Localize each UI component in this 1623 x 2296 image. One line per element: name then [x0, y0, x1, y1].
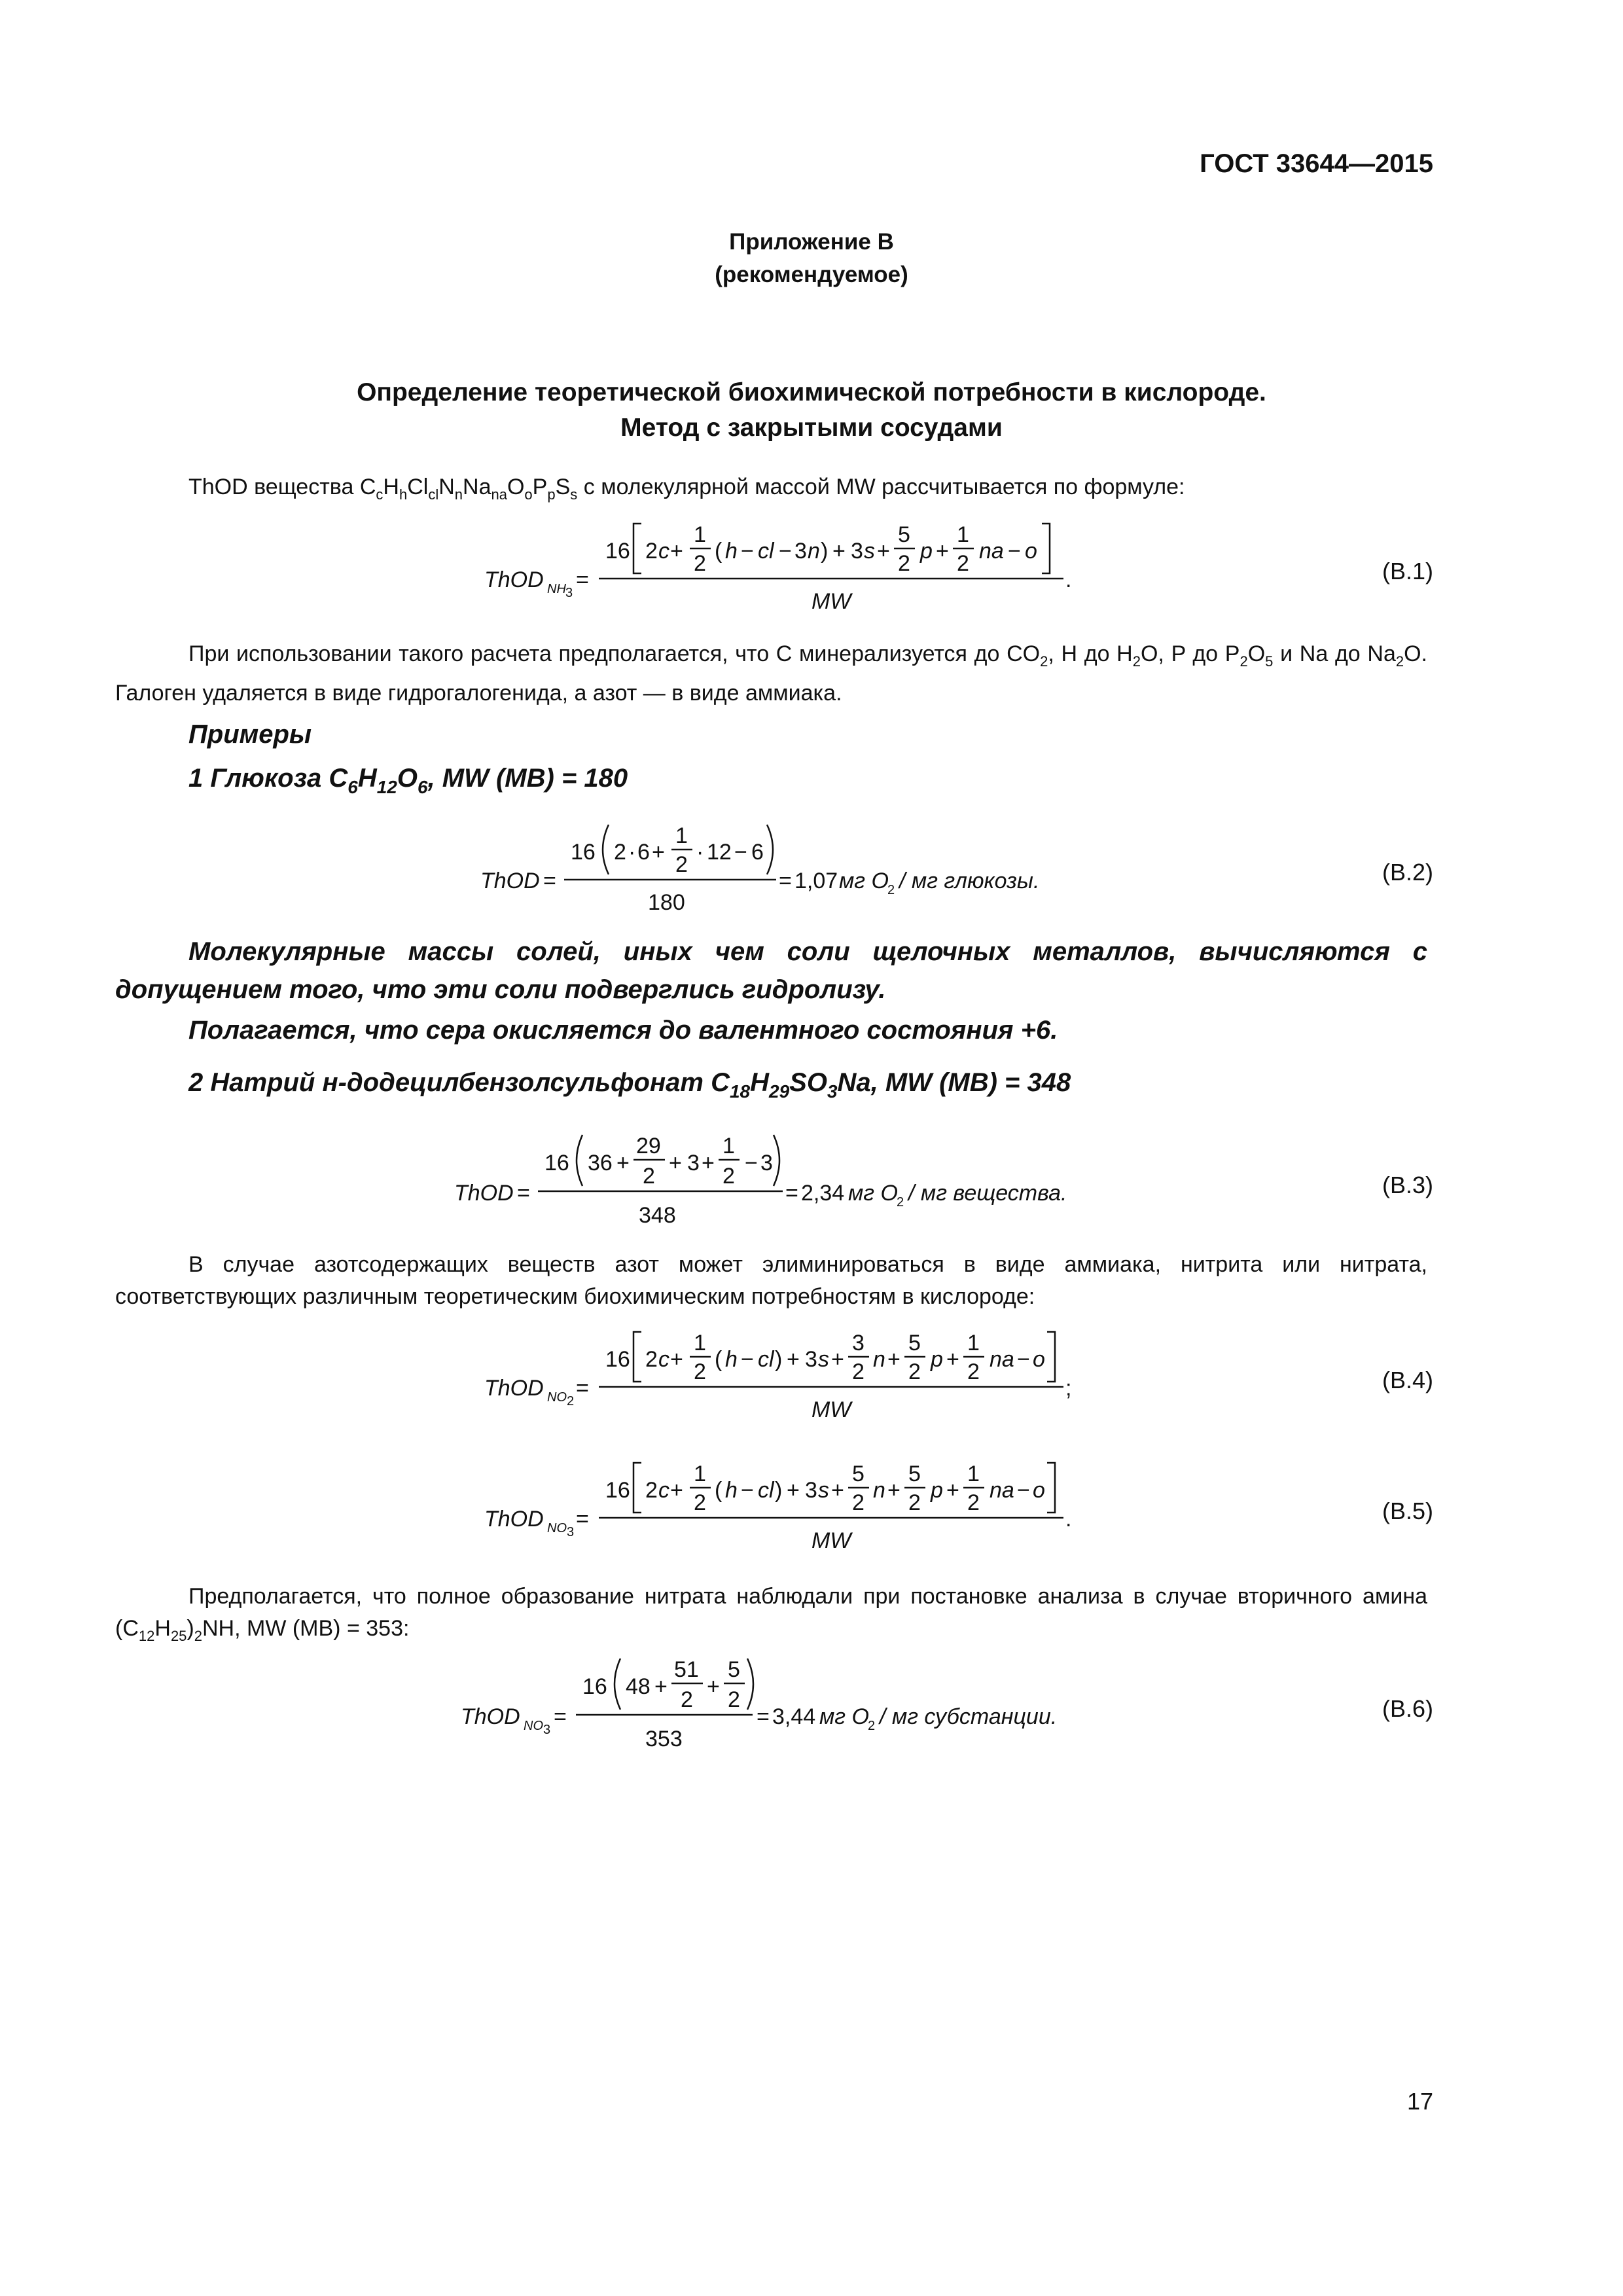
example-1-title: 1 Глюкоза $C_6H_{12}O_6$, MW (МВ) = 180 — [188, 764, 628, 797]
page-number: 17 — [1406, 2088, 1433, 2115]
svg-text:2: 2 — [852, 1359, 865, 1384]
svg-text:2: 2 — [694, 1359, 706, 1384]
svg-text:16: 16 — [605, 1478, 630, 1503]
general-formula: $C_cH_hCl_{cl}N_nNa_{na}O_oP_pS_s$ — [359, 475, 578, 503]
svg-text:c: c — [658, 539, 669, 564]
svg-text:+: + — [946, 1478, 959, 1503]
svg-text:353: 353 — [645, 1727, 683, 1751]
svg-text:3: 3 — [805, 1478, 817, 1503]
svg-text:2: 2 — [868, 1719, 876, 1733]
svg-text:5: 5 — [908, 1331, 921, 1355]
svg-text:2: 2 — [567, 1394, 575, 1408]
salts-note: Молекулярные массы солей, иных чем соли щелочных металлов, вычисляются с допущением того, что эти соли подверглись гидролизу. — [115, 937, 1427, 1004]
nitrogen-paragraph: В случае азотсодержащих веществ азот может элиминироваться в виде аммиака, нитрита или нитрата, соответствующих различным теоретическим биохимическим потребностям в кислороде: — [115, 1252, 1427, 1309]
svg-text:ThOD: ThOD — [480, 869, 540, 893]
svg-text:ThOD: ThOD — [484, 1376, 544, 1401]
svg-text:мг O: мг O — [848, 1181, 898, 1206]
svg-text:16: 16 — [544, 1151, 569, 1175]
svg-text:+: + — [670, 1347, 683, 1372]
svg-text:12: 12 — [707, 840, 732, 865]
svg-text:−: − — [1008, 539, 1021, 564]
svg-text:5: 5 — [728, 1657, 740, 1682]
equation-number-b4: (В.4) — [1382, 1367, 1433, 1393]
intro-paragraph: ThOD вещества $C_cH_hCl_{cl}N_nNa_{na}O_oP_pS_s$ с молекулярной массой MW рассчитывается по формуле: — [188, 475, 1185, 503]
svg-text:cl: cl — [758, 1478, 774, 1503]
svg-text:мг O: мг O — [839, 869, 889, 893]
svg-text:3: 3 — [567, 1525, 575, 1539]
svg-text:s: s — [818, 1478, 829, 1503]
section-title-line1: Определение теоретической биохимической потребности в кислороде. — [357, 378, 1266, 406]
examples-heading: Примеры — [188, 720, 312, 749]
svg-text:+: + — [670, 1478, 683, 1503]
svg-text:3,44: 3,44 — [772, 1704, 816, 1729]
svg-text:−: − — [779, 539, 792, 564]
svg-text:2: 2 — [957, 551, 969, 576]
svg-text:1: 1 — [967, 1462, 980, 1486]
svg-text:16: 16 — [605, 539, 630, 564]
svg-text:+: + — [887, 1478, 901, 1503]
svg-text:n: n — [873, 1478, 885, 1503]
svg-text:+: + — [787, 1347, 800, 1372]
svg-text:·: · — [696, 840, 704, 865]
equation-b3 — [445, 1119, 1113, 1230]
nitrate-paragraph: Предполагается, что полное образование нитрата наблюдали при постановке анализа в случае вторичного амина $(C_{12}H_{25})_2NH$, MW (МВ) = 353: — [115, 1584, 1427, 1644]
svg-text:h: h — [725, 1478, 738, 1503]
equation-b2 — [471, 812, 1113, 916]
svg-text:.: . — [1065, 1507, 1072, 1532]
svg-text:ThOD: ThOD — [484, 567, 544, 592]
svg-text:2: 2 — [645, 1347, 658, 1372]
section-title-line2: Метод с закрытыми сосудами — [620, 414, 1003, 442]
svg-text:cl: cl — [758, 539, 774, 564]
svg-text:s: s — [864, 539, 875, 564]
svg-text:2: 2 — [681, 1687, 693, 1712]
svg-text:29: 29 — [636, 1134, 661, 1158]
svg-text:51: 51 — [674, 1657, 699, 1682]
svg-text:3: 3 — [852, 1331, 865, 1355]
svg-text:48: 48 — [626, 1674, 651, 1699]
svg-text:(: ( — [715, 1347, 722, 1372]
svg-text:+: + — [831, 1478, 844, 1503]
svg-text:/ мг вещества.: / мг вещества. — [908, 1181, 1067, 1206]
svg-text:+: + — [887, 1347, 901, 1372]
svg-text:+: + — [877, 539, 890, 564]
svg-text:NO: NO — [547, 1521, 567, 1535]
svg-text:2: 2 — [675, 852, 688, 877]
svg-text:3: 3 — [805, 1347, 817, 1372]
assumption-paragraph: При использовании такого расчета предполагается, что C минерализуется до $CO_2$, H до $H_2O$, P до $P_2O_5$ и Na до $Na_2O$. Галоген удаляется в виде гидрогалогенида, а азот — в виде аммиака. — [115, 641, 1428, 706]
appendix-title: Приложение В — [729, 229, 894, 255]
svg-text:p: p — [920, 539, 933, 564]
svg-text:2: 2 — [694, 551, 706, 576]
svg-text:мг O: мг O — [819, 1704, 869, 1729]
svg-text:(: ( — [715, 1478, 722, 1503]
svg-text:+: + — [652, 840, 665, 865]
svg-text:=: = — [517, 1181, 530, 1206]
svg-text:2: 2 — [645, 539, 658, 564]
svg-text:n: n — [808, 539, 820, 564]
svg-text:2: 2 — [897, 1195, 904, 1210]
svg-text:1: 1 — [722, 1134, 735, 1158]
equation-number-b6: (В.6) — [1382, 1695, 1433, 1722]
equation-b5 — [471, 1450, 1080, 1561]
example-2-title: 2 Натрий н-додецилбензолсульфонат $C_{18}H_{29}SO_3Na$, MW (МВ) = 348 — [188, 1068, 1071, 1102]
svg-text:): ) — [775, 1347, 783, 1372]
svg-text:2: 2 — [694, 1490, 706, 1515]
sulfur-note: Полагается, что сера окисляется до валентного состояния +6. — [188, 1016, 1058, 1045]
svg-text:2: 2 — [645, 1478, 658, 1503]
svg-text:=: = — [576, 567, 589, 592]
svg-text:+: + — [616, 1151, 630, 1175]
svg-text:=: = — [554, 1704, 567, 1729]
svg-text:2: 2 — [722, 1164, 735, 1189]
svg-text:·: · — [628, 840, 636, 865]
svg-text:+: + — [702, 1151, 715, 1175]
svg-text:=: = — [576, 1376, 589, 1401]
svg-text:5: 5 — [852, 1462, 865, 1486]
svg-text:na: na — [990, 1347, 1014, 1372]
svg-text:o: o — [1033, 1478, 1045, 1503]
svg-text:+: + — [936, 539, 949, 564]
svg-text:+: + — [669, 1151, 682, 1175]
document-code: ГОСТ 33644—2015 — [1200, 149, 1433, 178]
svg-text:o: o — [1033, 1347, 1045, 1372]
svg-text:(: ( — [715, 539, 722, 564]
svg-text:5: 5 — [908, 1462, 921, 1486]
equation-number-b5: (В.5) — [1382, 1498, 1433, 1524]
svg-text:NO: NO — [547, 1390, 567, 1405]
svg-text:36: 36 — [588, 1151, 613, 1175]
equation-number-b1: (В.1) — [1382, 558, 1433, 584]
svg-text:2: 2 — [614, 840, 626, 865]
svg-text:h: h — [725, 539, 738, 564]
svg-text:2,34: 2,34 — [801, 1181, 845, 1206]
svg-text:+: + — [670, 539, 683, 564]
svg-text:na: na — [990, 1478, 1014, 1503]
svg-text:−: − — [741, 1478, 754, 1503]
svg-text:+: + — [787, 1478, 800, 1503]
svg-text:p: p — [931, 1478, 943, 1503]
svg-text:): ) — [775, 1478, 783, 1503]
svg-text:16: 16 — [571, 840, 596, 865]
svg-text:3: 3 — [760, 1151, 773, 1175]
svg-text:MW: MW — [812, 1528, 851, 1553]
svg-text:p: p — [931, 1347, 943, 1372]
svg-text:1: 1 — [967, 1331, 980, 1355]
svg-text:2: 2 — [643, 1164, 655, 1189]
svg-text:ThOD: ThOD — [454, 1181, 514, 1206]
svg-text:1: 1 — [694, 522, 706, 547]
svg-text:=: = — [576, 1507, 589, 1532]
svg-text:.: . — [1065, 567, 1072, 592]
equation-b6 — [452, 1643, 1113, 1754]
equation-number-b2: (В.2) — [1382, 859, 1433, 886]
svg-text:2: 2 — [728, 1687, 740, 1712]
equation-number-b3: (В.3) — [1382, 1172, 1433, 1198]
svg-text:na: na — [979, 539, 1004, 564]
svg-text:1: 1 — [675, 823, 688, 848]
svg-text:−: − — [741, 1347, 754, 1372]
svg-text:/ мг глюкозы.: / мг глюкозы. — [899, 869, 1040, 893]
svg-text:h: h — [725, 1347, 738, 1372]
appendix-status: (рекомендуемое) — [715, 262, 908, 287]
svg-text:−: − — [741, 539, 754, 564]
svg-text:=: = — [785, 1181, 798, 1206]
svg-text:3: 3 — [687, 1151, 700, 1175]
svg-text:1: 1 — [957, 522, 969, 547]
svg-text:5: 5 — [898, 522, 910, 547]
svg-text:1,07: 1,07 — [794, 869, 838, 893]
svg-text:348: 348 — [639, 1203, 676, 1228]
svg-text:180: 180 — [648, 890, 685, 915]
svg-text:c: c — [658, 1478, 669, 1503]
svg-text:3: 3 — [543, 1723, 551, 1737]
svg-text:−: − — [1017, 1478, 1030, 1503]
svg-text:+: + — [832, 539, 846, 564]
svg-text:=: = — [543, 869, 556, 893]
svg-text:3: 3 — [794, 539, 807, 564]
svg-text:16: 16 — [605, 1347, 630, 1372]
svg-text:NH: NH — [547, 582, 566, 596]
svg-text:c: c — [658, 1347, 669, 1372]
svg-text:): ) — [821, 539, 829, 564]
svg-text:ThOD: ThOD — [461, 1704, 520, 1729]
svg-text:2: 2 — [967, 1359, 980, 1384]
svg-text:2: 2 — [908, 1490, 921, 1515]
svg-text:+: + — [946, 1347, 959, 1372]
svg-text:+: + — [654, 1674, 668, 1699]
svg-text:NO: NO — [524, 1719, 543, 1733]
svg-text:2: 2 — [887, 883, 895, 897]
svg-text:−: − — [745, 1151, 758, 1175]
svg-text:1: 1 — [694, 1331, 706, 1355]
svg-text:6: 6 — [751, 840, 764, 865]
svg-text:16: 16 — [582, 1674, 607, 1699]
svg-text:cl: cl — [758, 1347, 774, 1372]
svg-text:2: 2 — [852, 1490, 865, 1515]
svg-text:6: 6 — [637, 840, 650, 865]
svg-text:−: − — [734, 840, 747, 865]
svg-text:=: = — [779, 869, 792, 893]
svg-text:2: 2 — [898, 551, 910, 576]
equation-b1 — [471, 511, 1080, 622]
svg-text:1: 1 — [694, 1462, 706, 1486]
svg-text:3: 3 — [565, 586, 573, 600]
svg-text:s: s — [818, 1347, 829, 1372]
svg-text:ThOD: ThOD — [484, 1507, 544, 1532]
svg-text:=: = — [757, 1704, 770, 1729]
equation-b4 — [471, 1319, 1080, 1430]
svg-text:+: + — [707, 1674, 720, 1699]
svg-text:MW: MW — [812, 1397, 851, 1422]
svg-text:2: 2 — [967, 1490, 980, 1515]
svg-text:/ мг субстанции.: / мг субстанции. — [880, 1704, 1058, 1729]
svg-text:2: 2 — [908, 1359, 921, 1384]
svg-text:;: ; — [1065, 1376, 1072, 1401]
svg-text:+: + — [831, 1347, 844, 1372]
svg-text:n: n — [873, 1347, 885, 1372]
svg-text:−: − — [1017, 1347, 1030, 1372]
svg-text:MW: MW — [812, 589, 851, 614]
svg-text:3: 3 — [851, 539, 863, 564]
svg-text:o: o — [1025, 539, 1037, 564]
